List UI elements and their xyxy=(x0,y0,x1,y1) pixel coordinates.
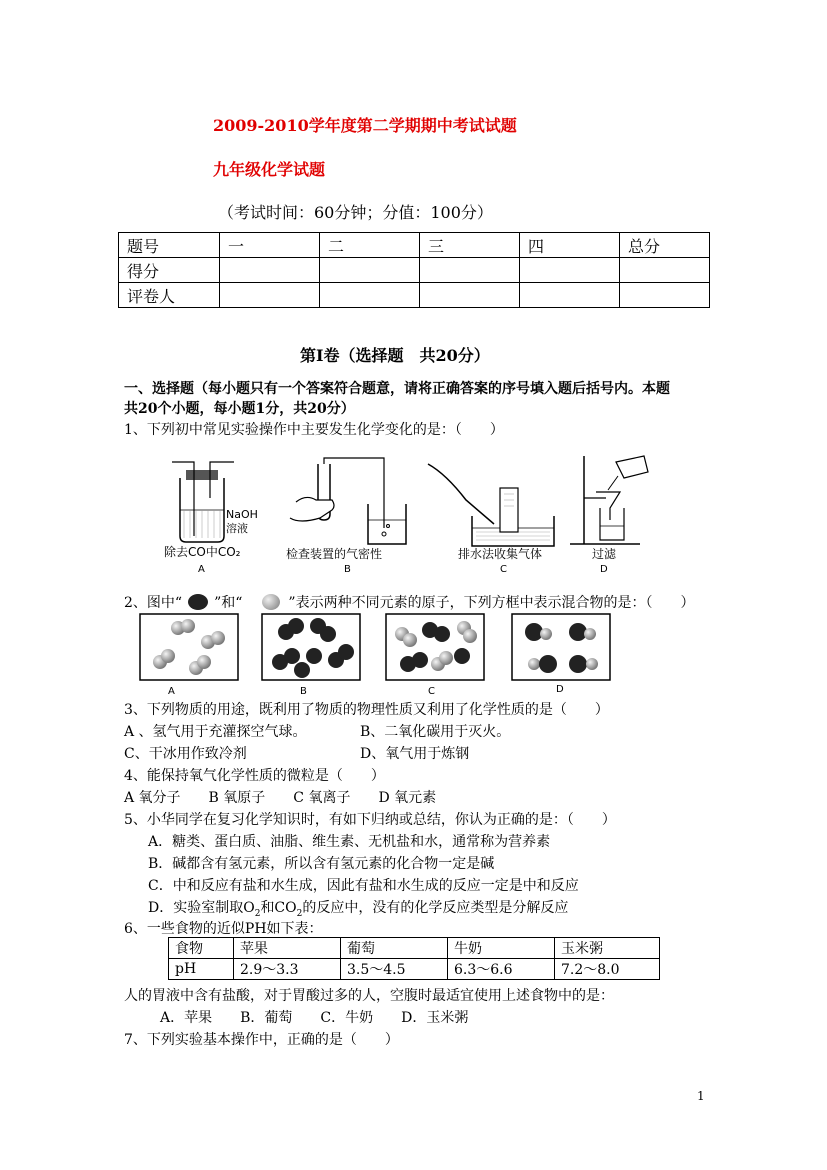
dark-atom-icon xyxy=(188,594,208,610)
score-cell-empty xyxy=(220,258,320,283)
ph-table-cell: pH xyxy=(169,959,234,980)
question-2-text-part-3: ”表示两种不同元素的原子，下列方框中表示混合物的是：（ ） xyxy=(288,595,695,611)
reagent-label-1: NaOH xyxy=(226,508,258,521)
ph-table-row xyxy=(169,959,660,980)
question-5-option-b: B．碱都含有氢元素，所以含有氢元素的化合物一定是碱 xyxy=(148,856,495,872)
question-6-options: A．苹果 B．葡萄 C．牛奶 D．玉米粥 xyxy=(160,1010,469,1026)
molecule-box-d xyxy=(512,614,610,695)
question-4-options: A 氧分子 B 氧原子 C 氧离子 D 氧元素 xyxy=(124,790,437,806)
molecule-box-b xyxy=(262,614,360,697)
question-5-option-c: C．中和反应有盐和水生成，因此有盐和水生成的反应一定是中和反应 xyxy=(148,878,579,894)
score-cell-empty xyxy=(220,283,320,308)
figure-d-caption: 过滤 xyxy=(592,547,617,561)
ph-table xyxy=(168,937,660,980)
question-5-option-a: A．糖类、蛋白质、油脂、维生素、无机盐和水，通常称为营养素 xyxy=(148,834,551,850)
score-cell: 题号 xyxy=(119,233,220,258)
score-cell-empty xyxy=(320,283,420,308)
figure-b-caption: 检查装置的气密性 xyxy=(286,547,383,561)
filtration-figure xyxy=(570,456,648,575)
score-cell: 评卷人 xyxy=(119,283,220,308)
gas-washing-bottle-figure xyxy=(164,462,258,575)
score-cell-empty xyxy=(420,258,520,283)
question-2-text-part-2: ”和“ xyxy=(214,595,243,611)
question-2-figures xyxy=(138,612,618,698)
figure-d-letter: D xyxy=(600,564,608,575)
score-cell: 三 xyxy=(420,233,520,258)
question-3-option-a: A 、氢气用于充灌探空气球。 xyxy=(124,724,307,740)
question-5-option-d-part-1: D．实验室制取O xyxy=(148,900,255,916)
ph-table-cell: 2.9～3.3 xyxy=(234,959,341,980)
figure-a-caption: 除去CO中CO₂ xyxy=(164,545,241,559)
subscript: 2 xyxy=(296,908,303,919)
figure-b-letter: B xyxy=(344,564,351,575)
score-cell-empty xyxy=(320,258,420,283)
question-4-text: 4、能保持氧气化学性质的微粒是（ ） xyxy=(124,768,385,784)
score-cell: 一 xyxy=(220,233,320,258)
question-3-text: 3、下列物质的用途，既利用了物质的物理性质又利用了化学性质的是（ ） xyxy=(124,702,609,718)
box-a-letter: A xyxy=(168,686,175,697)
score-table-row xyxy=(119,258,710,283)
molecule-box-a xyxy=(140,614,238,697)
score-cell-empty xyxy=(520,283,620,308)
ph-table-cell: 苹果 xyxy=(234,938,341,959)
water-displacement-figure xyxy=(428,464,554,575)
question-2-text xyxy=(124,592,695,612)
question-1-text: 1、下列初中常见实验操作中主要发生化学变化的是：（ ） xyxy=(124,422,504,438)
ph-table-cell: 3.5～4.5 xyxy=(341,959,448,980)
score-table-header-row xyxy=(119,233,710,258)
score-cell-empty xyxy=(520,258,620,283)
figure-c-letter: C xyxy=(500,564,507,575)
question-7-text: 7、下列实验基本操作中，正确的是（ ） xyxy=(124,1032,399,1048)
box-d-letter: D xyxy=(556,684,564,695)
score-cell: 得分 xyxy=(119,258,220,283)
score-cell-empty xyxy=(620,258,710,283)
score-table-row xyxy=(119,283,710,308)
question-3-option-d: D、氧气用于炼钢 xyxy=(360,746,470,762)
ph-table-cell: 牛奶 xyxy=(448,938,555,959)
score-cell: 四 xyxy=(520,233,620,258)
score-cell-empty xyxy=(420,283,520,308)
exam-info: （考试时间：60分钟；分值：100分） xyxy=(218,203,493,222)
question-3-option-c: C、干冰用作致冷剂 xyxy=(124,746,247,762)
section-title: 第Ⅰ卷（选择题 共20分） xyxy=(300,346,490,365)
figure-a-letter: A xyxy=(198,564,205,575)
exam-title: 2009-2010学年度第二学期期中考试试题 xyxy=(213,116,517,135)
box-b-letter: B xyxy=(300,686,307,697)
ph-table-cell: 葡萄 xyxy=(341,938,448,959)
score-cell: 总分 xyxy=(620,233,710,258)
question-2-text-part-1: 2、图中“ xyxy=(124,595,183,611)
ph-table-cell: 食物 xyxy=(169,938,234,959)
score-cell-empty xyxy=(620,283,710,308)
figure-c-caption: 排水法收集气体 xyxy=(458,547,543,561)
question-6-followup: 人的胃液中含有盐酸，对于胃酸过多的人，空腹时最适宜使用上述食物中的是： xyxy=(124,988,614,1004)
ph-table-header-row xyxy=(169,938,660,959)
airtightness-check-figure xyxy=(286,458,406,575)
question-5-option-d-part-2: 和CO xyxy=(260,900,297,916)
question-6-text: 6、一些食物的近似PH如下表： xyxy=(124,921,323,937)
question-5-option-d-part-3: 的反应中，没有的化学反应类型是分解反应 xyxy=(302,900,569,916)
subscript: 2 xyxy=(254,908,261,919)
molecule-box-c xyxy=(386,614,484,697)
section-instructions-2: 共20个小题，每小题1分，共20分） xyxy=(124,401,355,417)
score-table xyxy=(118,232,710,308)
ph-table-cell: 7.2～8.0 xyxy=(555,959,660,980)
question-1-figures xyxy=(150,448,670,578)
ph-table-cell: 玉米粥 xyxy=(555,938,660,959)
gray-atom-icon xyxy=(262,594,280,610)
exam-subtitle: 九年级化学试题 xyxy=(213,160,326,179)
question-5-text: 5、小华同学在复习化学知识时，有如下归纳或总结，你认为正确的是：（ ） xyxy=(124,812,616,828)
box-c-letter: C xyxy=(428,686,435,697)
reagent-label-2: 溶液 xyxy=(226,522,248,535)
question-5-option-d xyxy=(148,897,568,919)
ph-table-cell: 6.3～6.6 xyxy=(448,959,555,980)
score-cell: 二 xyxy=(320,233,420,258)
page-number: 1 xyxy=(697,1089,705,1103)
section-instructions-1: 一、选择题（每小题只有一个答案符合题意，请将正确答案的序号填入题后括号内。本题 xyxy=(124,381,670,397)
question-3-option-b: B、二氧化碳用于灭火。 xyxy=(360,724,511,740)
